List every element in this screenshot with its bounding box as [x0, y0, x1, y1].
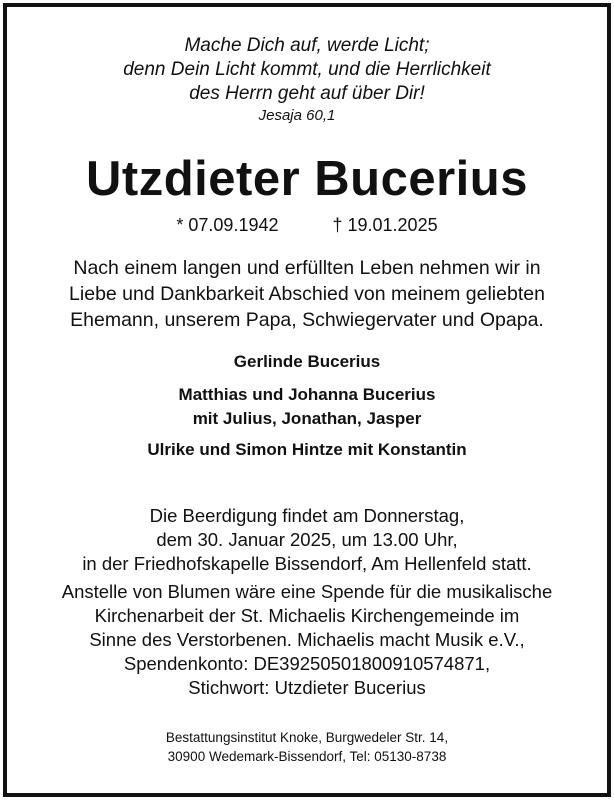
funeral-line: Die Beerdigung findet am Donnerstag,: [149, 505, 465, 526]
deceased-name: Utzdieter Bucerius: [86, 152, 528, 206]
donation-line: Kirchenarbeit der St. Michaelis Kirchengemeinde im: [94, 605, 520, 626]
verse-reference: Jesaja 60,1: [258, 107, 336, 124]
message-line: Ehemann, unserem Papa, Schwiegervater und Opapa.: [70, 309, 544, 331]
funeral-line: dem 30. Januar 2025, um 13.00 Uhr,: [156, 529, 458, 550]
mourner-name: Ulrike und Simon Hintze mit Konstantin: [147, 440, 467, 459]
family-group-spouse: [0, 350, 614, 374]
verse-line: denn Dein Licht kommt, und die Herrlichkeit: [123, 59, 491, 80]
bible-verse: [0, 34, 614, 106]
farewell-message: [0, 255, 614, 333]
message-line: Liebe und Dankbarkeit Abschied von meinem geliebten: [69, 283, 545, 305]
footer-line: 30900 Wedemark-Bissendorf, Tel: 05130-8738: [167, 749, 447, 764]
verse-line: des Herrn geht auf über Dir!: [189, 83, 425, 104]
footer-line: Bestattungsinstitut Knoke, Burgwedeler Str. 14,: [165, 730, 449, 745]
family-group-son: [0, 383, 614, 431]
donation-line: Sinne des Verstorbenen. Michaelis macht Musik e.V.,: [89, 629, 525, 650]
verse-line: Mache Dich auf, werde Licht;: [184, 35, 430, 56]
message-line: Nach einem langen und erfüllten Leben nehmen wir in: [73, 257, 541, 279]
mourner-name: Gerlinde Bucerius: [233, 352, 381, 371]
donation-line: Spendenkonto: DE39250501800910574871,: [123, 653, 491, 674]
funeral-details: [0, 504, 614, 576]
donation-request: [0, 580, 614, 700]
mourner-name: Matthias und Johanna Bucerius: [178, 385, 436, 404]
mourner-name: mit Julius, Jonathan, Jasper: [192, 409, 422, 428]
death-date: † 19.01.2025: [332, 215, 438, 235]
family-group-daughter: [0, 438, 614, 462]
funeral-home-info: [0, 728, 614, 766]
birth-date: * 07.09.1942: [176, 215, 279, 235]
funeral-line: in der Friedhofskapelle Bissendorf, Am Hellenfeld statt.: [82, 553, 532, 574]
life-dates: [0, 214, 614, 236]
donation-line: Anstelle von Blumen wäre eine Spende für die musikalische: [61, 581, 553, 602]
donation-line: Stichwort: Utzdieter Bucerius: [188, 677, 426, 698]
